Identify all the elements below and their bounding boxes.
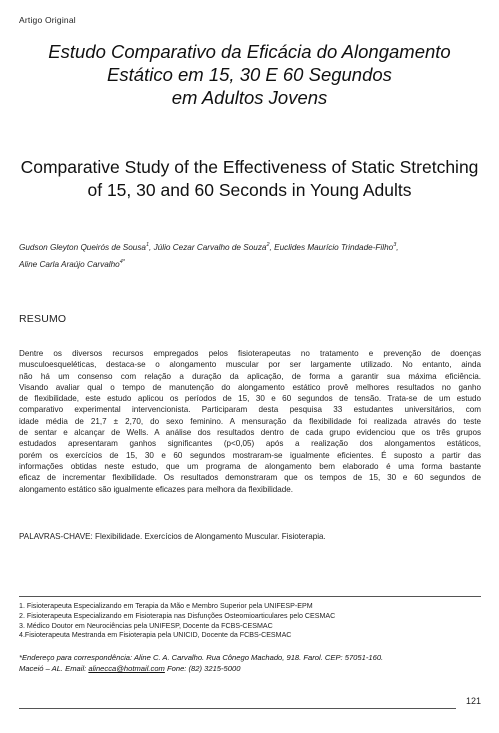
- correspondence-contact: [19, 663, 481, 674]
- author-name: Júlio Cezar Carvalho de Souza: [153, 243, 267, 252]
- author-affiliation: 4*: [119, 259, 125, 265]
- english-title-line: of 15, 30 and 60 Seconds in Young Adults: [87, 180, 412, 200]
- keywords-label: PALAVRAS-CHAVE:: [19, 532, 93, 541]
- section-label: Artigo Original: [19, 15, 76, 25]
- footnote: 2. Fisioterapeuta Especializando em Fisioterapia nas Disfunções Osteomioarticulares pelo CESMAC: [19, 611, 336, 620]
- portuguese-title-line: em Adultos Jovens: [171, 87, 328, 108]
- abstract-line: de sentar e alcançar de Wells. A análise dos resultados dentro de cada grupo evidenciou que os três grupos: [19, 428, 481, 438]
- author-list: [19, 238, 481, 272]
- abstract-line: eficaz de incrementar flexibilidade. Os resultados demonstraram que os tempos de 15, 30 e 60 segundos de: [19, 473, 481, 483]
- author-separator: ,: [269, 243, 275, 252]
- footnote: 1. Fisioterapeuta Especializando em Terapia da Mão e Membro Superior pela UNIFESP-EPM: [19, 602, 313, 610]
- abstract-line: comparativo experimental intervencionista. Participaram desta pesquisa 33 estudantes universitários, com: [19, 405, 481, 415]
- author-affiliation: 3: [393, 242, 397, 248]
- english-title: [0, 156, 499, 202]
- portuguese-title: [0, 40, 499, 109]
- footnote: 4.Fisioterapeuta Mestranda em Fisioterapia pela UNICID, Docente da FCBS-CESMAC: [19, 631, 292, 640]
- abstract-line: Visando avaliar qual o tempo de manutenção do alongamento estático provê melhores resultados no ganho: [19, 382, 481, 392]
- phone: Fone: (82) 3215-5000: [164, 664, 241, 673]
- author-name: Gudson Gleyton Queirós de Sousa: [19, 243, 146, 252]
- abstract-line: porém os exercícios de 15, 30 e 60 segundos mostraram-se igualmente eficientes. É suposto a partir das: [19, 450, 481, 460]
- portuguese-title-line: Estático em 15, 30 E 60 Segundos: [107, 64, 392, 85]
- english-title-line: Comparative Study of the Effectiveness of Static Stretching: [20, 157, 479, 177]
- abstract-line: não há um consenso com relação a duração da aplicação, de forma a garantir sua máxima eficiência.: [19, 371, 481, 381]
- author-affiliation: 1: [145, 242, 150, 248]
- abstract-line: estudados apresentaram ganhos significantes (p<0,05) após a realização dos alongamentos estáticos,: [19, 439, 481, 449]
- correspondence-address: *Endereço para correspondência: Aline C. A. Carvalho. Rua Cônego Machado, 918. Farol. CEP: 57051-160.: [19, 653, 384, 662]
- abstract-line: alongamento estático são igualmente eficazes para melhora da flexibilidade.: [19, 484, 294, 494]
- email-link[interactable]: alinecca@hotmail.com: [88, 664, 165, 673]
- keywords-text: Flexibilidade. Exercícios de Alongamento Muscular. Fisioterapia.: [92, 532, 326, 541]
- footnotes: [19, 602, 481, 641]
- correspondence: [19, 652, 481, 674]
- footer-rule: [19, 708, 456, 709]
- abstract-line: Dentre os diversos recursos empregados pelos fisioterapeutas no tratamento e prevenção de doenças: [19, 349, 481, 358]
- abstract-line: informações obtidas neste estudo, que um programa de alongamento bem elaborado é uma forma bastante: [19, 461, 481, 471]
- page-number: 121: [465, 696, 481, 706]
- abstract-heading: RESUMO: [19, 313, 67, 325]
- author-separator: ,: [396, 243, 399, 252]
- author-name: Euclides Maurício Trindade-Filho: [274, 243, 394, 252]
- author-name: Aline Carla Araújo Carvalho: [19, 260, 120, 269]
- footnote-divider: [19, 596, 481, 597]
- abstract-line: musculoesqueléticas, destaca-se o alongamento muscular por ser largamente utilizado. No entanto, ainda: [19, 360, 481, 370]
- keywords: [19, 532, 326, 541]
- abstract-line: idade média de 21,7 ± 2,70, do sexo feminino. A mensuração da flexibilidade foi realizada através do teste: [19, 416, 481, 426]
- author-separator: ,: [149, 243, 154, 252]
- abstract-body: [19, 348, 481, 495]
- footnote: 3. Médico Doutor em Neurociências pela UNIFESP, Docente da FCBS-CESMAC: [19, 621, 273, 630]
- portuguese-title-line: Estudo Comparativo da Eficácia do Alongamento: [48, 41, 451, 62]
- correspondence-prefix: Maceió – AL. Email:: [19, 664, 89, 673]
- abstract-line: de flexibilidade, este estudo aplicou os períodos de 15, 30 e 60 segundos de tensão. Trata-se de um estudo: [19, 394, 481, 404]
- author-affiliation: 2: [266, 242, 270, 248]
